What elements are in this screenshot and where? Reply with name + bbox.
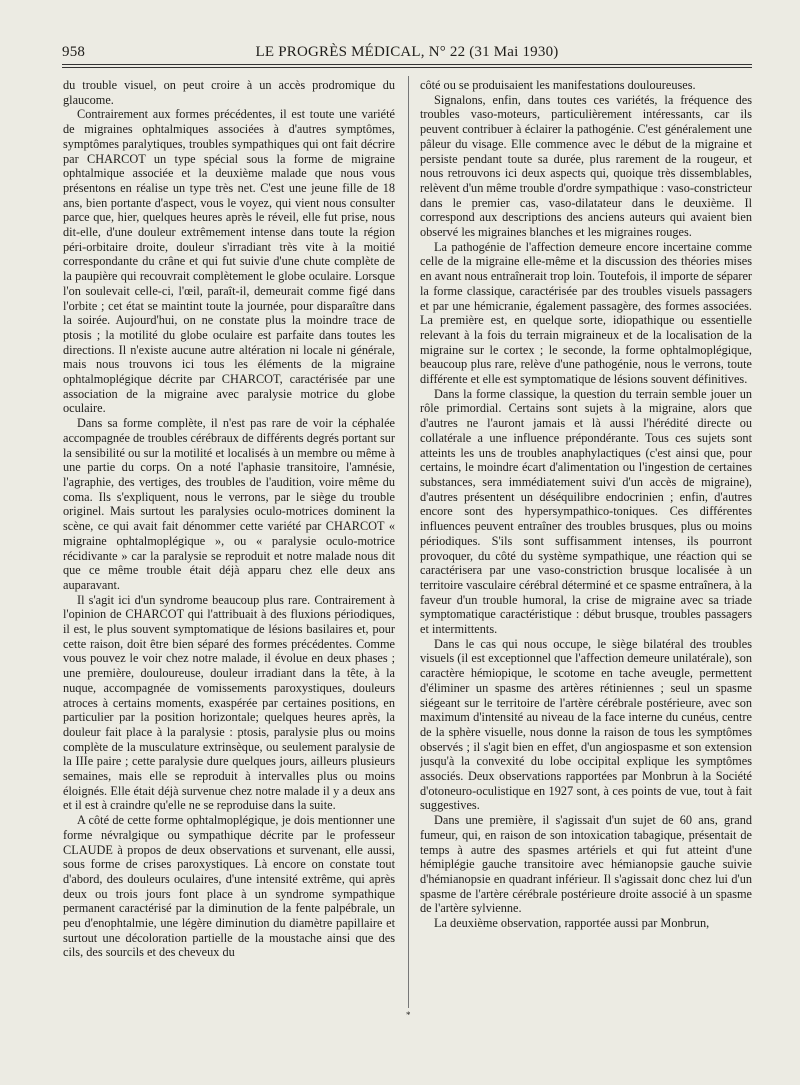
column-divider	[408, 76, 409, 1008]
paragraph: Il s'agit ici d'un syndrome beaucoup plus rare. Contrairement à l'opinion de CHARCOT qui l'attribuait à des fluxions périodiques, il est, le plus souvent symptomatique de lésions basilaires et, pour cette raison, doit être bien séparé des formes précédentes. Comme vous pouvez le voir chez notre malade, il évolue en deux phases ; une première, douloureuse, douleur irradiant dans la tête, à la nuque, accompagnée de vomissements paroxystiques, douleurs atroces à certains moments, exaspérée par certaines positions, en particulier par la position horizontale; quelques heures après, la douleur fait place à la paralysie : ptosis, paralysie plus ou moins complète de la musculature extrinsèque, ou seulement paralysie de la IIIe paire ; cette paralysie dure quelques jours, ailleurs plusieurs semaines, mais elle se reproduit à intervalles plus ou moins éloignés. Elle était déjà survenue chez notre malade il y a deux ans et il est à craindre qu'elle ne se reproduise dans la suite.	[63, 592, 395, 813]
right-column	[420, 78, 752, 1078]
paragraph: du trouble visuel, on peut croire à un accès prodromique du glaucome.	[63, 78, 395, 107]
paragraph: Dans la forme classique, la question du terrain semble jouer un rôle primordial. Certains sont sujets à la migraine, alors que d'autres ne l'auront jamais et là aussi l'hérédité directe ou collatérale a une influence prépondérante. Tous ces sujets sont atteints les uns de troubles anaphylactiques (c'est ainsi que, pour certains, le moindre écart d'alimentation ou l'ingestion de certaines substances, sera immédiatement suivi d'un accès de migraine), d'autres présentent un déséquilibre endocrinien ; enfin, d'autres encore sont des hypersympathico-toniques. Ces différentes influences peuvent entraîner des troubles brusques, plus ou moins périodiques. S'ils sont suffisamment intenses, ils pourront provoquer, du côté du système sympathique, une réaction qui se caractérisera par une vaso-constriction brusque localisée à un territoire vasculaire cérébral déterminé et ce spasme entraînera, à la faveur d'un trouble humoral, la crise de migraine avec sa triade symptomatique caractéristique : début brusque, troubles passagers et intermittents.	[420, 386, 752, 637]
paragraph: Dans le cas qui nous occupe, le siège bilatéral des troubles visuels (il est exceptionnel que l'affection demeure unilatérale), son caractère hémiopique, le scotome en tache aveugle, permettent d'éliminer un spasme des artères rétiniennes ; seul un spasme siégeant sur le territoire de l'artère cérébrale postérieure, avec son maximum d'intensité au niveau de la face interne du cunéus, centre de la sphère visuelle, nous donne la raison de tous les symptômes observés ; il s'agit bien en effet, d'un angiospasme et son extension jusqu'à la convexité du lobe occipital explique les symptômes associés. Deux observations rapportées par Monbrun à la Société d'otoneuro-oculistique en 1927 sont, à ces points de vue, tout à fait suggestives.	[420, 636, 752, 813]
page-number: 958	[62, 44, 86, 60]
paragraph: Signalons, enfin, dans toutes ces variétés, la fréquence des troubles vaso-moteurs, particulièrement intéressants, car ils peuvent contribuer à éclairer la pathogénie. C'est généralement une pâleur du visage. Elle commence avec le début de la migraine et persiste pendant toute sa durée, plus rarement de la rougeur, et nous retrouvons ici deux aspects qui, quoique très dissemblables, relèvent d'un même trouble d'ordre sympathique : vaso-constricteur dans le premier cas, vaso-dilatateur dans le deuxième. Il correspond aux descriptions des anciens auteurs qui avaient bien observé les migraines blanches et les migraines rouges.	[420, 92, 752, 240]
paragraph: Dans une première, il s'agissait d'un sujet de 60 ans, grand fumeur, qui, en raison de son intoxication tabagique, présentait de temps à autre des spasmes artériels et qui fut atteint d'une hémiplégie gauche transitoire avec hémianopsie gauche suivie d'hémianopsie en quadrant inférieur. Il s'agissait donc chez lui d'un spasme de l'artère cérébrale postérieure droite associé à un spasme de l'artère sylvienne.	[420, 813, 752, 916]
paragraph: La pathogénie de l'affection demeure encore incertaine comme celle de la migraine elle-même et la discussion des théories mises en avant nous entraînerait trop loin. Toutefois, il importe de séparer la forme classique, caractérisée par des troubles visuels passagers et par une hémicranie, également passagère, des formes associées. La première est, en quelque sorte, idiopathique ou essentielle relevant à la fois du terrain migraineux et de la localisation de la migraine sur le cortex ; le seconde, la forme ophtalmoplégique, beaucoup plus rare, relève d'une pathogénie, nous le verrons, toute différente et elle est symptomatique de lésions souvent définitives.	[420, 239, 752, 387]
paragraph: Contrairement aux formes précédentes, il est toute une variété de migraines ophtalmiques associées à d'autres symptômes, symptômes paralytiques, troubles sympathiques qui ont fait décrire par CHARCOT un type spécial sous la forme de migraine ophtalmique associée et la deuxième malade que nous vous présentons en réalise un type très net. C'est une jeune fille de 18 ans, bien portante d'aspect, vous le voyez, qui vient nous consulter parce que, hier, quelques heures après le réveil, elle fut prise, nous dit-elle, d'une douleur extrêmement intense dans toute la région péri-orbitaire droite, douleur s'irradiant très vite à la moitié correspondante du crâne et qui fut suivie d'une chute complète de la paupière qui recouvrait complètement le globe oculaire. Lorsque l'on soulevait celle-ci, l'œil, paraît-il, demeurait comme figé dans l'orbite ; cet état se maintint toute la journée, pour disparaître dans la soirée. Aujourd'hui, on ne constate plus la moindre trace de ptosis ; la motilité du globe oculaire est parfaite dans toutes les directions. Il n'existe aucune autre altération ni locale ni générale, mais nous trouvons ici tous les éléments de la migraine ophtalmoplégique décrite par CHARCOT, caractérisée par une association de la migraine avec paralysie motrice du globe oculaire.	[63, 107, 395, 416]
paragraph: La deuxième observation, rapportée aussi par Monbrun,	[434, 916, 710, 931]
footer-mark: *	[406, 1010, 411, 1020]
paragraph: A côté de cette forme ophtalmoplégique, je dois mentionner une forme névralgique ou sympathique décrite par le professeur CLAUDE à propos de deux observations et survenant, elle aussi, sous forme de crises paroxystiques. Là encore on constate tout d'abord, des douleurs oculaires, d'une intensité extrême, qui après deux ou trois jours font place à un syndrome sympathique permanent caractérisé par la diminution de la fente palpébrale, un peu d'enophtalmie, une légère diminution du diamètre papillaire et surtout une décoloration partielle de la moustache ainsi que des cils, des sourcils et des cheveux du	[63, 813, 395, 960]
header-rule-bottom	[62, 67, 752, 68]
left-column	[63, 78, 395, 1078]
paragraph: côté ou se produisaient les manifestations douloureuses.	[420, 78, 696, 92]
running-title: LE PROGRÈS MÉDICAL, N° 22 (31 Mai 1930)	[255, 44, 559, 60]
header-rule-top	[62, 64, 752, 65]
page-header	[62, 44, 752, 64]
paragraph: Dans sa forme complète, il n'est pas rare de voir la céphalée accompagnée de troubles cérébraux de différents degrés portant sur la sensibilité ou sur la motilité et localisés à un membre ou même à une partie du corps. On a noté l'aphasie transitoire, l'amnésie, l'agraphie, des vertiges, des troubles de l'audition, voire même du coma. Ils s'expliquent, nous le verrons, par le siège du trouble originel. Mais surtout les paralysies oculo-motrices dominent la scène, ce qui avait fait dénommer cette variété par CHARCOT « migraine ophtalmoplégique », ou « paralysie oculo-motrice récidivante » car la paralysie se reproduit et notre malade nous dit que ce même trouble était déjà apparu chez elle deux ans auparavant.	[63, 416, 395, 592]
